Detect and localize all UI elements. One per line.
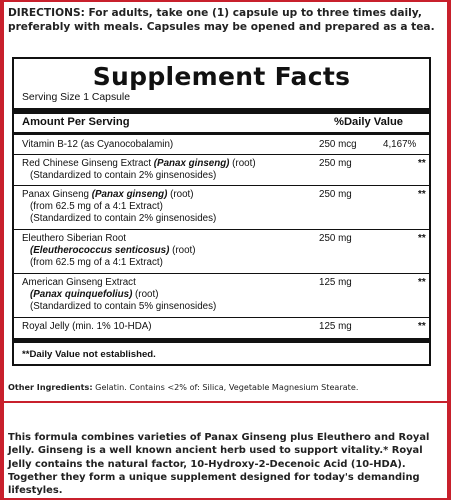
ingredient-dv: ** (418, 158, 426, 169)
other-ingredients-label: Other Ingredients: (8, 382, 93, 392)
directions-text: DIRECTIONS: For adults, take one (1) capsule up to three times daily, preferably with meals. Capsules may be opened and prepared as a tea. (8, 7, 435, 33)
row-divider (14, 273, 429, 274)
footnote: **Daily Value not established. (22, 349, 156, 360)
ingredient-name: American Ginseng Extract (22, 277, 136, 288)
ingredient-name: Vitamin B-12 (as Cyanocobalamin) (22, 139, 174, 150)
header-divider (14, 132, 429, 135)
other-ingredients-text: Gelatin. Contains <2% of: Silica, Vegetable Magnesium Stearate. (92, 382, 359, 392)
red-divider (4, 401, 447, 403)
ingredient-note (30, 245, 196, 257)
ingredient-name-part: (Eleutherococcus senticosus) (root) (30, 245, 196, 256)
ingredient-name (22, 158, 256, 170)
row-divider (14, 229, 429, 230)
ingredient-amount: 250 mg (319, 233, 352, 244)
ingredient-dv: ** (418, 189, 426, 200)
ingredient-note: (Standardized to contain 2% ginsenosides) (30, 170, 217, 181)
ingredient-name: Royal Jelly (min. 1% 10-HDA) (22, 321, 152, 332)
ingredient-note: (Standardized to contain 5% ginsenosides) (30, 301, 217, 312)
ingredient-note: (from 62.5 mg of a 4:1 Extract) (30, 201, 163, 212)
ingredient-name (22, 189, 194, 201)
other-ingredients (8, 382, 444, 393)
header-amount: Amount Per Serving (22, 116, 130, 128)
product-description: This formula combines varieties of Panax Ginseng plus Eleuthero and Royal Jelly. Ginseng is a well known ancient herb used to support vitality.* Royal Jelly contains the natural factor, 10-Hydroxy-2-Decenoic Acid (10-HDA). Together they form a unique supplement designed for today's demanding lifestyles. (8, 432, 430, 497)
ingredient-amount: 250 mcg (319, 139, 357, 150)
ingredient-amount: 125 mg (319, 277, 352, 288)
ingredient-dv: 4,167% (383, 139, 417, 150)
ingredient-name-part: (Panax quinquefolius) (root) (30, 289, 159, 300)
ingredient-name-part: Panax Ginseng (Panax ginseng) (root) (22, 189, 194, 200)
serving-size: Serving Size 1 Capsule (22, 92, 131, 103)
ingredient-note: (from 62.5 mg of a 4:1 Extract) (30, 257, 163, 268)
thick-divider (14, 338, 429, 343)
ingredient-amount: 250 mg (319, 158, 352, 169)
supplement-facts-panel (12, 57, 431, 366)
ingredient-dv: ** (418, 277, 426, 288)
row-divider (14, 154, 429, 155)
ingredient-name-part: Red Chinese Ginseng Extract (Panax ginseng) (root) (22, 158, 256, 169)
ingredient-amount: 250 mg (319, 189, 352, 200)
ingredient-dv: ** (418, 233, 426, 244)
ingredient-note: (Standardized to contain 2% ginsenosides) (30, 213, 217, 224)
ingredient-dv: ** (418, 321, 426, 332)
header-daily-value: %Daily Value (334, 116, 404, 128)
ingredient-note (30, 289, 158, 301)
panel-title: Supplement Facts (92, 62, 351, 91)
ingredient-amount: 125 mg (319, 321, 352, 332)
row-divider (14, 317, 429, 318)
ingredient-name: Eleuthero Siberian Root (22, 233, 127, 244)
row-divider (14, 185, 429, 186)
thick-divider (14, 108, 429, 114)
